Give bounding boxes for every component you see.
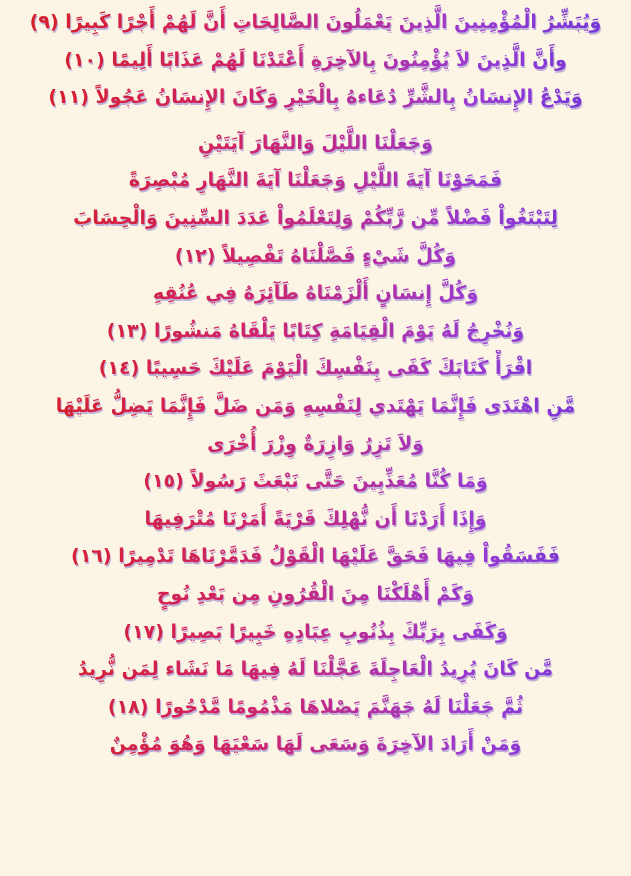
verse-line: وَنُخْرِجُ لَهُ يَوْمَ الْقِيَامَةِ كِتَابًا يَلْقَاهُ مَنشُورًا (١٣) <box>0 313 631 351</box>
verse-line: فَفَسَقُواْ فِيهَا فَحَقَّ عَلَيْهَا الْقَوْلُ فَدَمَّرْنَاهَا تَدْمِيرًا (١٦) <box>0 538 631 576</box>
verse-line: لِتَبْتَغُواْ فَضْلاً مِّن رَّبِّكُمْ وَلِتَعْلَمُواْ عَدَدَ السِّنِينَ وَالْحِسَابَ <box>0 200 631 238</box>
verse-line: وَكُلَّ إِنسَانٍ أَلْزَمْنَاهُ طَآئِرَهُ فِي عُنُقِهِ <box>0 275 631 313</box>
verse-line: وَيَدْعُ الإِنسَانُ بِالشَّرِّ دُعَاءهُ بِالْخَيْرِ وَكَانَ الإِنسَانُ عَجُولاً (١١) <box>0 79 631 117</box>
verse-line: وَكَمْ أَهْلَكْنَا مِنَ الْقُرُونِ مِن بَعْدِ نُوحٍ <box>0 576 631 614</box>
verse-line: وَلاَ تَزِرُ وَازِرَةٌ وِزْرَ أُخْرَى <box>0 426 631 464</box>
verse-line: مَّن كَانَ يُرِيدُ الْعَاجِلَةَ عَجَّلْنَا لَهُ فِيهَا مَا نَشَاء لِمَن نُّرِيدُ <box>0 651 631 689</box>
verse-line: وَكَفَى بِرَبِّكَ بِذُنُوبِ عِبَادِهِ خَبِيرًَا بَصِيرًا (١٧) <box>0 614 631 652</box>
verse-line: فَمَحَوْنَا آيَةَ اللَّيْلِ وَجَعَلْنَا آيَةَ النَّهَارِ مُبْصِرَةً <box>0 162 631 200</box>
verse-line: وأَنَّ الَّذِينَ لاَ يُؤْمِنُونَ بِالآخِرَةِ أَعْتَدْنَا لَهُمْ عَذَابًا أَلِيمًا (١٠) <box>0 42 631 80</box>
verse-line: وَمَا كُنَّا مُعَذِّبِينَ حَتَّى نَبْعَثَ رَسُولاً (١٥) <box>0 463 631 501</box>
verse-line: وَيُبَشِّرُ الْمُؤْمِنِينَ الَّذِينَ يَعْمَلُونَ الصَّالِحَاتِ أَنَّ لَهُمْ أَجْرًا كَبِيرًا (٩) <box>0 4 631 42</box>
verse-line: وَكُلَّ شَيْءٍ فَصَّلْنَاهُ تَفْصِيلاً (١٢) <box>0 238 631 276</box>
verse-line: وَإِذَا أَرَدْنَا أَن نُّهْلِكَ قَرْيَةً أَمَرْنَا مُتْرَفِيهَا <box>0 501 631 539</box>
verse-list <box>0 4 631 764</box>
verse-line: وَمَنْ أَرَادَ الآخِرَةَ وَسَعَى لَهَا سَعْيَهَا وَهُوَ مُؤْمِنٌ <box>0 726 631 764</box>
verse-line: مَّنِ اهْتَدَى فَإِنَّمَا يَهْتَدي لِنَفْسِهِ وَمَن ضَلَّ فَإِنَّمَا يَضِلُّ عَلَيْهَا <box>0 388 631 426</box>
verse-line: وَجَعَلْنَا اللَّيْلَ وَالنَّهَارَ آيَتَيْنِ <box>0 125 631 163</box>
verse-line: اقْرَأْ كَتَابَكَ كَفَى بِنَفْسِكَ الْيَوْمَ عَلَيْكَ حَسِيبًا (١٤) <box>0 350 631 388</box>
verse-line: ثُمَّ جَعَلْنَا لَهُ جَهَنَّمَ يَصْلاهَا مَذْمُومًا مَّدْحُورًا (١٨) <box>0 689 631 727</box>
